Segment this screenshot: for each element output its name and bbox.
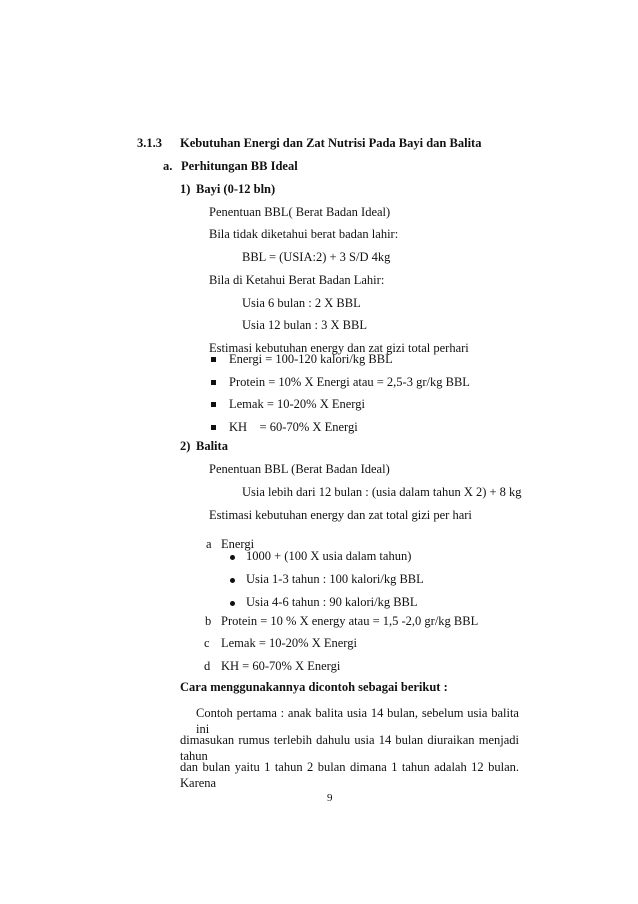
square-bullet-icon — [211, 357, 216, 362]
bayi-estimasi: Estimasi kebutuhan energy dan zat gizi total perhari — [209, 341, 469, 355]
round-bullet-icon — [230, 601, 235, 606]
round-bullet-icon — [230, 578, 235, 583]
bayi-usia6: Usia 6 bulan : 2 X BBL — [242, 296, 361, 310]
square-bullet-icon — [211, 402, 216, 407]
kh-label: d — [204, 659, 211, 673]
bayi-bullet-energi: Energi = 100-120 kalori/kg BBL — [229, 352, 393, 366]
paragraph-line: Contoh pertama : anak balita usia 14 bulan, sebelum usia balita ini — [196, 706, 519, 736]
paragraph-line: dimasukan rumus terlebih dahulu usia 14 bulan diuraikan menjadi tahun — [180, 733, 519, 763]
energi-label: a — [206, 537, 212, 551]
energi-item: Usia 4-6 tahun : 90 kalori/kg BBL — [246, 595, 418, 609]
bayi-title: Bayi (0-12 bln) — [196, 182, 276, 196]
bayi-tidak-diketahui: Bila tidak diketahui berat badan lahir: — [209, 227, 399, 241]
cara-heading: Cara menggunakannya dicontoh sebagai berikut : — [180, 680, 448, 694]
bayi-bullet-protein: Protein = 10% X Energi atau = 2,5-3 gr/kg BBL — [229, 375, 470, 389]
bayi-bullet-lemak: Lemak = 10-20% X Energi — [229, 397, 365, 411]
bayi-label: 1) — [180, 182, 191, 196]
energi-item: 1000 + (100 X usia dalam tahun) — [246, 549, 412, 563]
energi-item: Usia 1-3 tahun : 100 kalori/kg BBL — [246, 572, 424, 586]
energi-title: Energi — [221, 537, 255, 551]
balita-rumus: Usia lebih dari 12 bulan : (usia dalam tahun X 2) + 8 kg — [242, 485, 522, 499]
round-bullet-icon — [230, 555, 235, 560]
page-number: 9 — [327, 792, 333, 804]
balita-estimasi: Estimasi kebutuhan energy dan zat total gizi per hari — [209, 508, 472, 522]
kh-text: KH = 60-70% X Energi — [221, 659, 341, 673]
subsection-label: a. — [163, 159, 173, 173]
subsection-title: Perhitungan BB Ideal — [181, 159, 298, 173]
bayi-diketahui: Bila di Ketahui Berat Badan Lahir: — [209, 273, 385, 287]
protein-text: Protein = 10 % X energy atau = 1,5 -2,0 gr/kg BBL — [221, 614, 479, 628]
square-bullet-icon — [211, 380, 216, 385]
square-bullet-icon — [211, 425, 216, 430]
bayi-penentuan: Penentuan BBL( Berat Badan Ideal) — [209, 205, 391, 219]
paragraph-line: dan bulan yaitu 1 tahun 2 bulan dimana 1 tahun adalah 12 bulan. Karena — [180, 760, 519, 790]
bayi-usia12: Usia 12 bulan : 3 X BBL — [242, 318, 367, 332]
section-number: 3.1.3 — [137, 136, 162, 150]
section-title: Kebutuhan Energi dan Zat Nutrisi Pada Bayi dan Balita — [180, 136, 482, 150]
balita-title: Balita — [196, 439, 228, 453]
bayi-bullet-kh: KH = 60-70% X Energi — [229, 420, 358, 434]
lemak-text: Lemak = 10-20% X Energi — [221, 636, 357, 650]
lemak-label: c — [204, 636, 210, 650]
balita-label: 2) — [180, 439, 191, 453]
bayi-rumus: BBL = (USIA:2) + 3 S/D 4kg — [242, 250, 391, 264]
balita-penentuan: Penentuan BBL (Berat Badan Ideal) — [209, 462, 390, 476]
protein-label: b — [205, 614, 212, 628]
